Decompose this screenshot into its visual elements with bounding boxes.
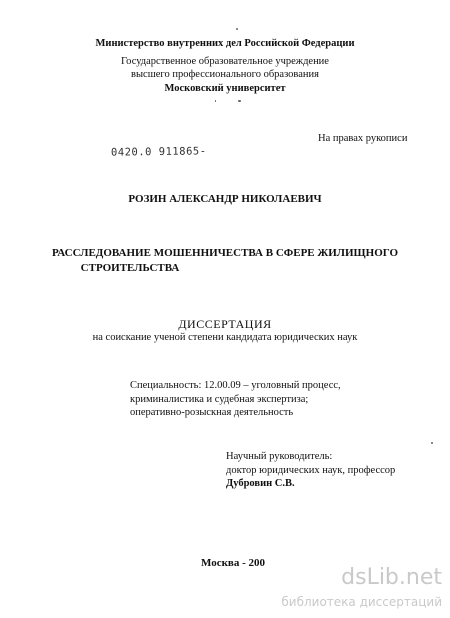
advisor-degree: доктор юридических наук, профессор <box>226 464 396 476</box>
rights-note: На правах рукописи <box>318 133 408 144</box>
dslib-watermark <box>272 565 444 615</box>
watermark-subtitle: библиотека диссертаций <box>281 595 442 609</box>
specialty-line-3: оперативно-розыскная деятельность <box>130 407 294 418</box>
advisor-label: Научный руководитель: <box>226 451 333 462</box>
document-type: ДИССЕРТАЦИЯ <box>178 317 272 331</box>
author-name: РОЗИН АЛЕКСАНДР НИКОЛАЕВИЧ <box>128 193 322 205</box>
scan-speck <box>236 28 238 30</box>
specialty-line-2: криминалистика и судебная экспертиза; <box>130 393 309 405</box>
registration-stamp-number: 0420.0 911865- <box>110 145 207 159</box>
institution-line-1: Государственное образовательное учреждение <box>121 56 329 67</box>
watermark-logo: dsLib.net <box>341 565 442 590</box>
advisor-name: Дубровин С.В. <box>226 478 295 489</box>
specialty-line-1: Специальность: 12.00.09 – уголовный процесс, <box>130 380 341 391</box>
advisor-block <box>226 450 395 491</box>
institution-line-2: высшего профессионального образования <box>131 69 319 80</box>
university-name: Московский университет <box>164 83 286 94</box>
thesis-title-line-1: РАССЛЕДОВАНИЕ МОШЕННИЧЕСТВА В СФЕРЕ ЖИЛИЩНОГО <box>51 247 399 259</box>
degree-sought: на соискание ученой степени кандидата юридических наук <box>92 332 358 343</box>
ministry-name: Министерство внутренних дел Российской Федерации <box>95 38 355 49</box>
city-and-year: Москва - 200 <box>200 557 266 569</box>
specialty-block <box>130 379 341 420</box>
scan-speck <box>431 442 433 444</box>
scan-speck <box>215 100 216 102</box>
thesis-title-line-2: СТРОИТЕЛЬСТВА <box>80 262 180 274</box>
scan-speck <box>238 100 241 102</box>
